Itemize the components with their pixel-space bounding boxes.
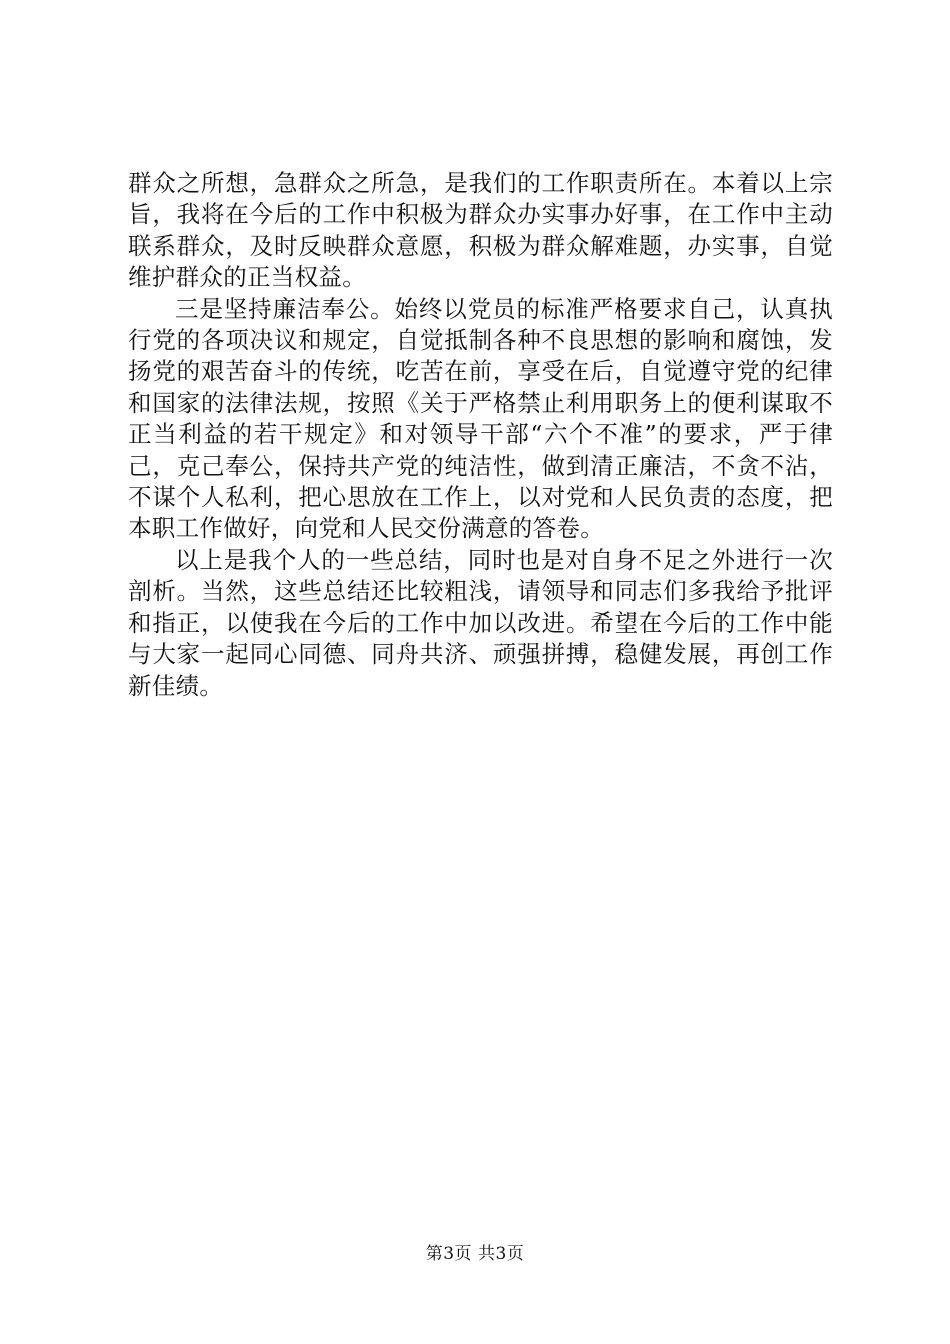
paragraph-continuation: 群众之所想，急群众之所急，是我们的工作职责所在。本着以上宗旨，我将在今后的工作中积极为群众办实事办好事，在工作中主动联系群众，及时反映群众意愿，积极为群众解难题，办实事，自觉维护群众的正当权益。 bbox=[128, 169, 833, 292]
page-number-footer: 第3页 共3页 bbox=[425, 1244, 525, 1264]
document-body bbox=[128, 168, 833, 702]
paragraph-integrity: 三是坚持廉洁奉公。始终以党员的标准严格要求自己，认真执行党的各项决议和规定，自觉抵制各种不良思想的影响和腐蚀，发扬党的艰苦奋斗的传统，吃苦在前，享受在后，自觉遵守党的纪律和国家的法律法规，按照《关于严格禁止利用职务上的便利谋取不正当利益的若干规定》和对领导干部“六个不准”的要求，严于律己，克己奉公，保持共产党的纯洁性，做到清正廉洁，不贪不沾，不谋个人私利，把心思放在工作上，以对党和人民负责的态度，把本职工作做好，向党和人民交份满意的答卷。 bbox=[128, 294, 833, 543]
paragraph-conclusion: 以上是我个人的一些总结，同时也是对自身不足之外进行一次剖析。当然，这些总结还比较粗浅，请领导和同志们多我给予批评和指正，以使我在今后的工作中加以改进。希望在今后的工作中能与大家一起同心同德、同舟共济、顽强拼搏，稳健发展，再创工作新佳绩。 bbox=[128, 545, 833, 700]
